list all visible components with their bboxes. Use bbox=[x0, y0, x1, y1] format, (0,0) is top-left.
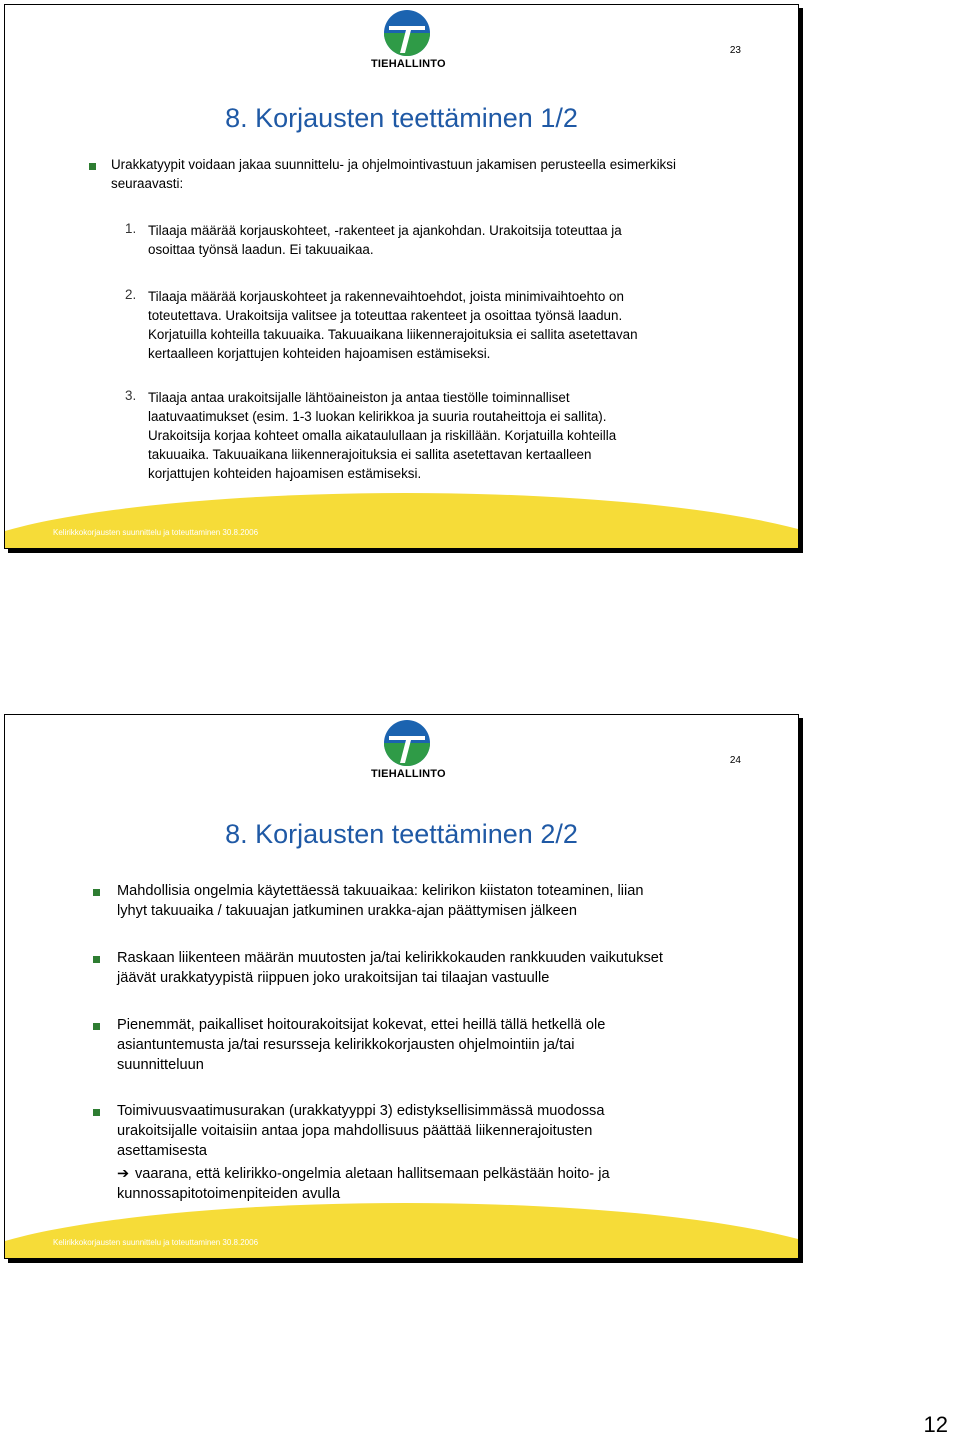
bullet-line: jäävät urakkatyypistä riippuen joko urakoitsijan tai tilaajan vastuulle bbox=[117, 970, 550, 987]
slide-footer: Kelirikkokorjausten suunnittelu ja toteuttaminen 30.8.2006 bbox=[53, 528, 259, 537]
item-text bbox=[148, 287, 708, 363]
item-number: 2. bbox=[125, 287, 137, 302]
bullet-icon bbox=[93, 956, 100, 963]
item-line: Korjatuilla kohteilla takuuaika. Takuuaikana liikennerajoituksia ei sallita asetettavan bbox=[148, 327, 638, 342]
item-line: laatuvaatimukset (esim. 1-3 luokan kelirikkoa ja suuria routaheittoja ei sallita). bbox=[148, 409, 607, 424]
bullet-line: urakoitsijalle voitaisiin antaa jopa mahdollisuus päättää liikennerajoitusten bbox=[117, 1123, 593, 1140]
bullet-item-4 bbox=[117, 1101, 737, 1204]
bullet-line: Mahdollisia ongelmia käytettäessä takuuaikaa: kelirikon kiistaton toteaminen, liian bbox=[117, 883, 644, 899]
bullet-line: Pienemmät, paikalliset hoitourakoitsijat kokevat, ettei heillä tällä hetkellä ole bbox=[117, 1017, 606, 1033]
bullet-line: Raskaan liikenteen määrän muutosten ja/tai kelirikkokauden rankkuuden vaikutukset bbox=[117, 950, 663, 966]
item-number: 3. bbox=[125, 388, 137, 403]
document-page-number: 12 bbox=[923, 1412, 948, 1437]
slide-23 bbox=[4, 4, 799, 549]
slide-title: 8. Korjausten teettäminen 1/2 bbox=[225, 103, 578, 133]
bullet-line: Toimivuusvaatimusurakan (urakkatyyppi 3) edistyksellisimmässä muodossa bbox=[117, 1103, 605, 1119]
item-line: Urakoitsija korjaa kohteet omalla aikataulullaan ja riskillään. Korjatuilla kohteilla bbox=[148, 428, 617, 443]
bullet-icon bbox=[89, 163, 96, 170]
bullet-icon bbox=[93, 1109, 100, 1116]
item-number: 1. bbox=[125, 221, 137, 236]
bullet-line: suunnitteluun bbox=[117, 1057, 204, 1074]
tiehallinto-logo-icon bbox=[383, 9, 431, 57]
item-line: Tilaaja määrää korjauskohteet ja rakennevaihtoehdot, joista minimivaihtoehto on bbox=[148, 289, 624, 304]
intro-text: Urakkatyypit voidaan jakaa suunnittelu- ja ohjelmointivastuun jakamisen perusteella esimerkiksi seuraavasti: bbox=[111, 157, 676, 192]
item-text bbox=[148, 221, 708, 259]
footer-wave bbox=[4, 493, 799, 549]
footer-wave bbox=[4, 1203, 799, 1259]
item-line: toteutettava. Urakoitsija valitsee ja toteuttaa rakenteet ja osoittaa työnsä laadun. bbox=[148, 308, 623, 323]
page-number: 24 bbox=[729, 755, 741, 766]
slide-title: 8. Korjausten teettäminen 2/2 bbox=[225, 819, 578, 849]
bullet-icon bbox=[93, 889, 100, 896]
item-line: Tilaaja antaa urakoitsijalle lähtöaineiston ja antaa tiestölle toiminnalliset bbox=[148, 390, 570, 405]
item-line: osoittaa työnsä laadun. Ei takuuaikaa. bbox=[148, 242, 374, 257]
bullet-item-1 bbox=[117, 881, 737, 921]
slide-footer: Kelirikkokorjausten suunnittelu ja toteuttaminen 30.8.2006 bbox=[53, 1238, 259, 1247]
item-line: kertaalleen korjattujen kohteiden hajoamisen estämiseksi. bbox=[148, 346, 491, 361]
bullet-line: lyhyt takuuaika / takuuajan jatkuminen urakka-ajan päättymisen jälkeen bbox=[117, 903, 577, 920]
bullet-item-3 bbox=[117, 1015, 737, 1076]
arrow-text: vaarana, että kelirikko-ongelmia aletaan hallitsemaan pelkästään hoito- ja bbox=[135, 1165, 610, 1182]
item-line: korjattujen kohteiden hajoamisen estämiseksi. bbox=[148, 466, 422, 481]
item-line: Tilaaja määrää korjauskohteet, -rakenteet ja ajankohdan. Urakoitsija toteuttaa ja bbox=[148, 223, 622, 238]
bullet-item-2 bbox=[117, 948, 737, 988]
arrow-line bbox=[117, 1164, 737, 1184]
bullet-icon bbox=[93, 1023, 100, 1030]
logo-text: TIEHALLINTO bbox=[371, 768, 446, 780]
arrow-text-continued: kunnossapitotoimenpiteiden avulla bbox=[117, 1185, 341, 1202]
tiehallinto-logo bbox=[371, 9, 446, 71]
bullet-line: asettamisesta bbox=[117, 1143, 208, 1160]
slide-24 bbox=[4, 714, 799, 1259]
page-number: 23 bbox=[729, 45, 741, 56]
item-text bbox=[148, 388, 708, 483]
logo-text: TIEHALLINTO bbox=[371, 58, 446, 70]
arrow-right-icon: ➔ bbox=[117, 1165, 130, 1182]
item-line: takuuaika. Takuuaikana liikennerajoituksia ei sallita asetettavan kertaalleen bbox=[148, 447, 592, 462]
tiehallinto-logo-icon bbox=[383, 719, 431, 767]
tiehallinto-logo bbox=[371, 719, 446, 781]
bullet-line: asiantuntemusta ja/tai resursseja kelirikkokorjausten ohjelmointiin ja/tai bbox=[117, 1037, 575, 1054]
